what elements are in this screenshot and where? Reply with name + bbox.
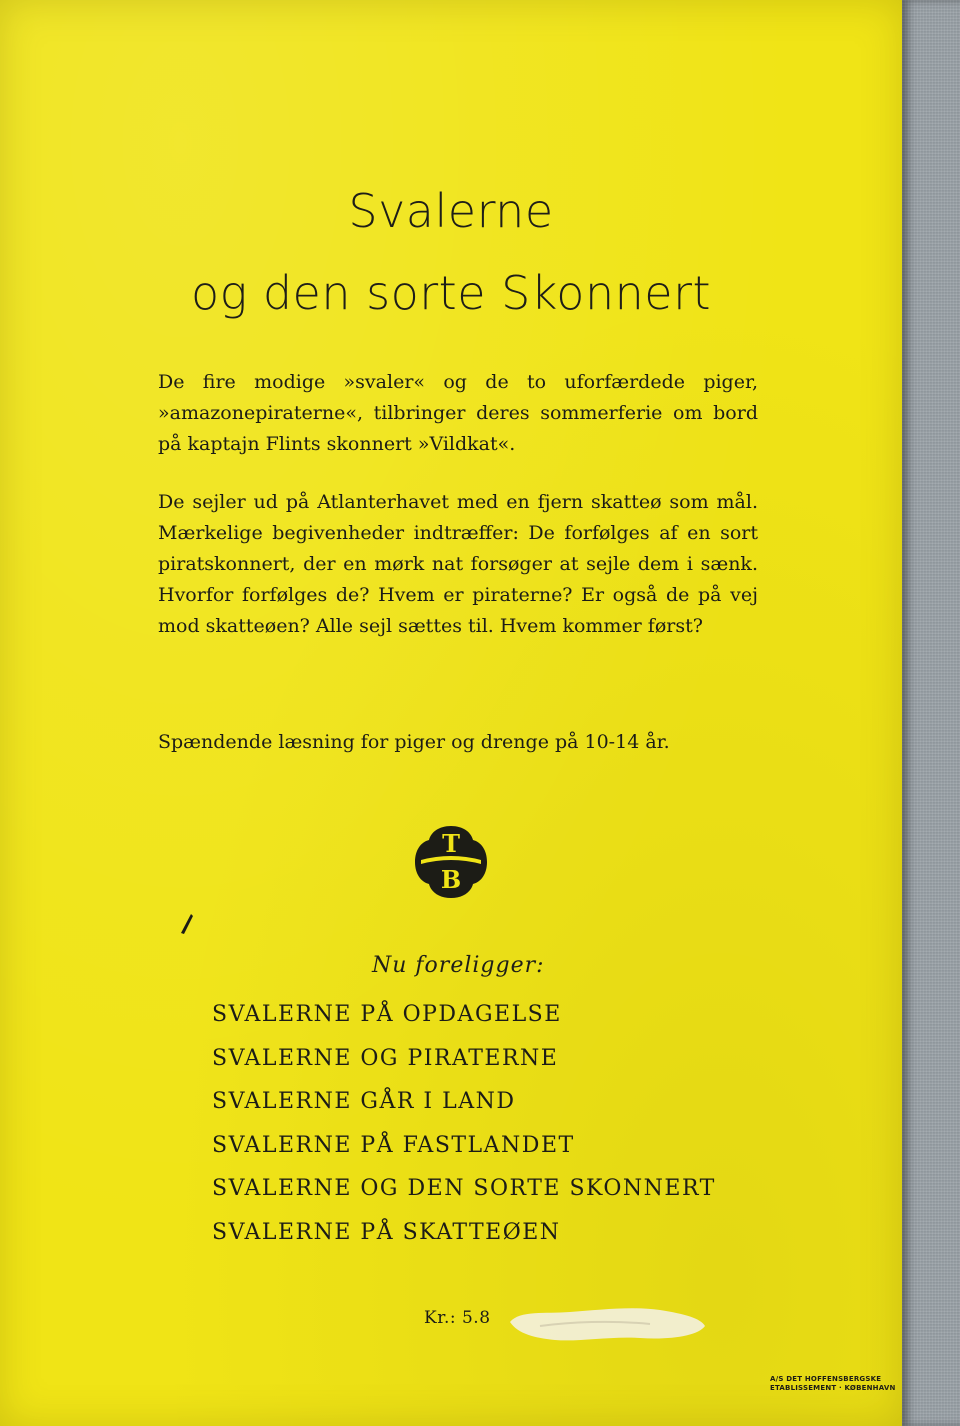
book-title-line-2: og den sorte Skonnert <box>190 266 712 320</box>
printer-imprint <box>770 1375 896 1393</box>
logo-letter-top: T <box>442 829 460 858</box>
series-title: SVALERNE PÅ OPDAGELSE <box>212 1002 562 1027</box>
printer-line-2: ETABLISSEMENT · KØBENHAVN <box>770 1384 896 1392</box>
series-title: SVALERNE OG DEN SORTE SKONNERT <box>212 1176 716 1201</box>
series-title: SVALERNE GÅR I LAND <box>212 1089 516 1114</box>
price-label: Kr.: 5.8 <box>424 1308 491 1328</box>
blurb-paragraph-3: Spændende læsning for piger og drenge på 10-14 år. <box>158 731 670 753</box>
book-spine <box>902 0 960 1426</box>
blurb-paragraph-2: De sejler ud på Atlanterhavet med en fjern skatteø som mål. Mærkelige begivenheder indtræffer: De forfølges af en sort piratskonnert, der en mørk nat forsøger at sejle dem i sænk. Hvorfor forfølges de? Hvem er piraterne? Er også de på vej mod skatteøen? Alle sejl sættes til. Hvem kommer først? <box>158 491 758 637</box>
series-title: SVALERNE PÅ FASTLANDET <box>212 1132 575 1158</box>
series-title: SVALERNE PÅ SKATTEØEN <box>212 1219 561 1245</box>
series-title: SVALERNE OG PIRATERNE <box>212 1045 559 1071</box>
ink-mark-icon <box>180 912 194 936</box>
blurb-paragraph-1: De fire modige »svaler« og de to uforfærdede piger, »amazonepiraterne«, tilbringer deres sommerferie om bord på kaptajn Flints skonnert »Vildkat«. <box>158 371 758 455</box>
series-heading: Nu foreligger: <box>372 953 545 978</box>
torn-sticker-area <box>500 1292 710 1352</box>
book-title-line-1: Svalerne <box>348 184 554 238</box>
series-list <box>212 996 716 1257</box>
logo-letter-bottom: B <box>440 865 462 894</box>
publisher-logo-icon <box>411 822 491 902</box>
printer-line-1: A/S DET HOFFENSBERGSKE <box>770 1375 882 1383</box>
